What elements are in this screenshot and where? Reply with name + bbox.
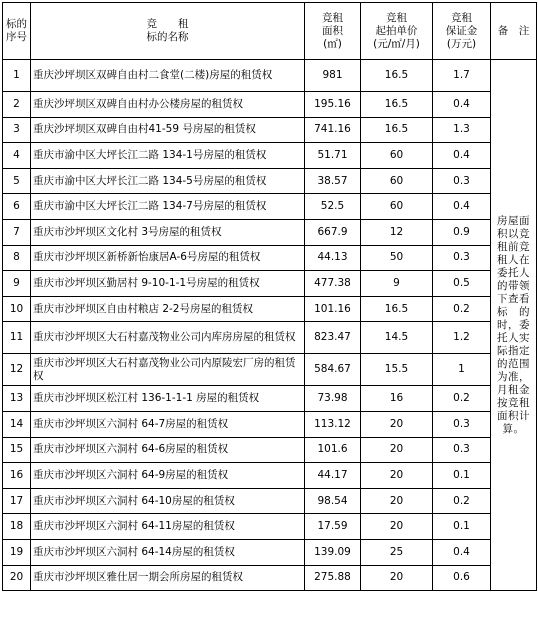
row-number: 5 — [3, 168, 31, 194]
row-area: 823.47 — [305, 322, 361, 354]
row-area: 195.16 — [305, 92, 361, 118]
table-row — [3, 168, 537, 194]
header-no-line2: 序号 — [6, 31, 27, 43]
row-price: 16.5 — [361, 60, 433, 92]
row-name: 重庆市渝中区大坪长江二路 134-7号房屋的租赁权 — [31, 194, 305, 220]
row-number: 20 — [3, 565, 31, 591]
table-row — [3, 437, 537, 463]
row-deposit: 0.3 — [433, 437, 491, 463]
header-row — [3, 3, 537, 60]
row-deposit: 0.4 — [433, 539, 491, 565]
remarks-note: 房屋面积以竞租前竞租人在委托人的带领下查看标 的时，委托人实际指定的范围为准，月租金按竞租面积计算。 — [491, 60, 537, 591]
row-area: 667.9 — [305, 219, 361, 245]
row-name: 重庆市沙坪坝区大石村嘉茂物业公司内库房房屋的租赁权 — [31, 322, 305, 354]
row-area: 101.6 — [305, 437, 361, 463]
row-deposit: 1 — [433, 354, 491, 386]
header-name-line2: 标的名称 — [146, 31, 189, 43]
header-name-line1: 竞 租 — [146, 18, 189, 30]
row-price: 60 — [361, 143, 433, 169]
row-area: 52.5 — [305, 194, 361, 220]
row-number: 6 — [3, 194, 31, 220]
row-price: 16 — [361, 386, 433, 412]
row-number: 7 — [3, 219, 31, 245]
row-name: 重庆市沙坪坝区松江村 136-1-1-1 房屋的租赁权 — [31, 386, 305, 412]
row-deposit: 0.6 — [433, 565, 491, 591]
table-row — [3, 143, 537, 169]
header-price-line3: (元/㎡/月) — [373, 37, 420, 50]
row-deposit: 1.3 — [433, 117, 491, 143]
table-row — [3, 219, 537, 245]
table-row — [3, 411, 537, 437]
row-name: 重庆市沙坪坝区雅仕居一期会所房屋的租赁权 — [31, 565, 305, 591]
row-deposit: 0.3 — [433, 245, 491, 271]
row-name: 重庆市渝中区大坪长江二路 134-5号房屋的租赁权 — [31, 168, 305, 194]
row-number: 1 — [3, 60, 31, 92]
row-name: 重庆沙坪坝区双碑自由村二食堂(二楼)房屋的租赁权 — [31, 60, 305, 92]
row-name: 重庆市沙坪坝区文化村 3号房屋的租赁权 — [31, 219, 305, 245]
row-price: 20 — [361, 565, 433, 591]
row-deposit: 1.2 — [433, 322, 491, 354]
row-area: 98.54 — [305, 488, 361, 514]
row-name: 重庆市渝中区大坪长江二路 134-1号房屋的租赁权 — [31, 143, 305, 169]
row-name: 重庆市沙坪坝区六洞村 64-7房屋的租赁权 — [31, 411, 305, 437]
table-row — [3, 296, 537, 322]
row-number: 3 — [3, 117, 31, 143]
row-area: 477.38 — [305, 271, 361, 297]
row-price: 16.5 — [361, 92, 433, 118]
row-deposit: 0.2 — [433, 386, 491, 412]
header-no-line1: 标的 — [6, 18, 27, 30]
row-deposit: 0.3 — [433, 411, 491, 437]
row-area: 73.98 — [305, 386, 361, 412]
table-row — [3, 514, 537, 540]
row-deposit: 0.9 — [433, 219, 491, 245]
header-deposit-line2: 保证金 — [445, 24, 478, 37]
row-number: 9 — [3, 271, 31, 297]
row-deposit: 0.4 — [433, 194, 491, 220]
row-area: 584.67 — [305, 354, 361, 386]
row-number: 10 — [3, 296, 31, 322]
row-name: 重庆市沙坪坝区大石村嘉茂物业公司内原陵宏厂房的租赁权 — [31, 354, 305, 386]
table-row — [3, 117, 537, 143]
header-price-line2: 起拍单价 — [375, 24, 418, 37]
row-price: 20 — [361, 437, 433, 463]
header-deposit-line3: (万元) — [446, 37, 477, 50]
row-name: 重庆市沙坪坝区六洞村 64-10房屋的租赁权 — [31, 488, 305, 514]
row-number: 13 — [3, 386, 31, 412]
row-number: 15 — [3, 437, 31, 463]
row-area: 101.16 — [305, 296, 361, 322]
table-body — [3, 60, 537, 591]
row-price: 50 — [361, 245, 433, 271]
row-area: 17.59 — [305, 514, 361, 540]
row-price: 60 — [361, 194, 433, 220]
header-area-line3: (㎡) — [323, 37, 342, 50]
table-row — [3, 322, 537, 354]
row-deposit: 0.4 — [433, 92, 491, 118]
header-area-line1: 竞租 — [322, 11, 343, 24]
header-area-line2: 面积 — [322, 24, 343, 37]
row-area: 275.88 — [305, 565, 361, 591]
row-name: 重庆市沙坪坝区六洞村 64-6房屋的租赁权 — [31, 437, 305, 463]
table-row — [3, 386, 537, 412]
row-name: 重庆沙坪坝区双碑自由村41-59 号房屋的租赁权 — [31, 117, 305, 143]
row-name: 重庆市沙坪坝区勤居村 9-10-1-1号房屋的租赁权 — [31, 271, 305, 297]
row-deposit: 1.7 — [433, 60, 491, 92]
row-name: 重庆市沙坪坝区新桥新怡康居A-6号房屋的租赁权 — [31, 245, 305, 271]
header-no — [3, 3, 31, 60]
table-row — [3, 60, 537, 92]
row-price: 12 — [361, 219, 433, 245]
table-row — [3, 271, 537, 297]
row-area: 51.71 — [305, 143, 361, 169]
row-number: 16 — [3, 463, 31, 489]
row-name: 重庆市沙坪坝区六洞村 64-9房屋的租赁权 — [31, 463, 305, 489]
row-price: 25 — [361, 539, 433, 565]
header-price — [361, 3, 433, 60]
table-row — [3, 463, 537, 489]
header-deposit — [433, 3, 491, 60]
row-deposit: 0.2 — [433, 296, 491, 322]
header-price-line1: 竞租 — [386, 11, 407, 24]
row-area: 38.57 — [305, 168, 361, 194]
header-note: 备 注 — [491, 3, 537, 60]
row-number: 2 — [3, 92, 31, 118]
row-number: 18 — [3, 514, 31, 540]
row-deposit: 0.1 — [433, 463, 491, 489]
row-number: 12 — [3, 354, 31, 386]
row-price: 9 — [361, 271, 433, 297]
table-row — [3, 565, 537, 591]
row-price: 16.5 — [361, 117, 433, 143]
header-name — [31, 3, 305, 60]
row-area: 741.16 — [305, 117, 361, 143]
row-area: 981 — [305, 60, 361, 92]
row-deposit: 0.1 — [433, 514, 491, 540]
table-row — [3, 194, 537, 220]
row-name: 重庆市沙坪坝区六洞村 64-14房屋的租赁权 — [31, 539, 305, 565]
row-area: 44.13 — [305, 245, 361, 271]
row-price: 60 — [361, 168, 433, 194]
row-price: 20 — [361, 411, 433, 437]
row-price: 20 — [361, 463, 433, 489]
row-name: 重庆沙坪坝区双碑自由村办公楼房屋的租赁权 — [31, 92, 305, 118]
row-area: 139.09 — [305, 539, 361, 565]
table-row — [3, 354, 537, 386]
row-price: 20 — [361, 514, 433, 540]
bid-listing-table — [2, 2, 537, 591]
row-number: 4 — [3, 143, 31, 169]
row-number: 14 — [3, 411, 31, 437]
header-deposit-line1: 竞租 — [451, 11, 472, 24]
row-area: 113.12 — [305, 411, 361, 437]
row-deposit: 0.3 — [433, 168, 491, 194]
row-price: 14.5 — [361, 322, 433, 354]
row-number: 8 — [3, 245, 31, 271]
header-area — [305, 3, 361, 60]
row-name: 重庆市沙坪坝区自由村粮店 2-2号房屋的租赁权 — [31, 296, 305, 322]
row-deposit: 0.5 — [433, 271, 491, 297]
row-name: 重庆市沙坪坝区六洞村 64-11房屋的租赁权 — [31, 514, 305, 540]
row-number: 17 — [3, 488, 31, 514]
table-row — [3, 245, 537, 271]
row-price: 16.5 — [361, 296, 433, 322]
row-deposit: 0.4 — [433, 143, 491, 169]
table-row — [3, 488, 537, 514]
row-area: 44.17 — [305, 463, 361, 489]
table-row — [3, 539, 537, 565]
row-number: 11 — [3, 322, 31, 354]
row-price: 15.5 — [361, 354, 433, 386]
row-price: 20 — [361, 488, 433, 514]
row-number: 19 — [3, 539, 31, 565]
table-row — [3, 92, 537, 118]
row-deposit: 0.2 — [433, 488, 491, 514]
